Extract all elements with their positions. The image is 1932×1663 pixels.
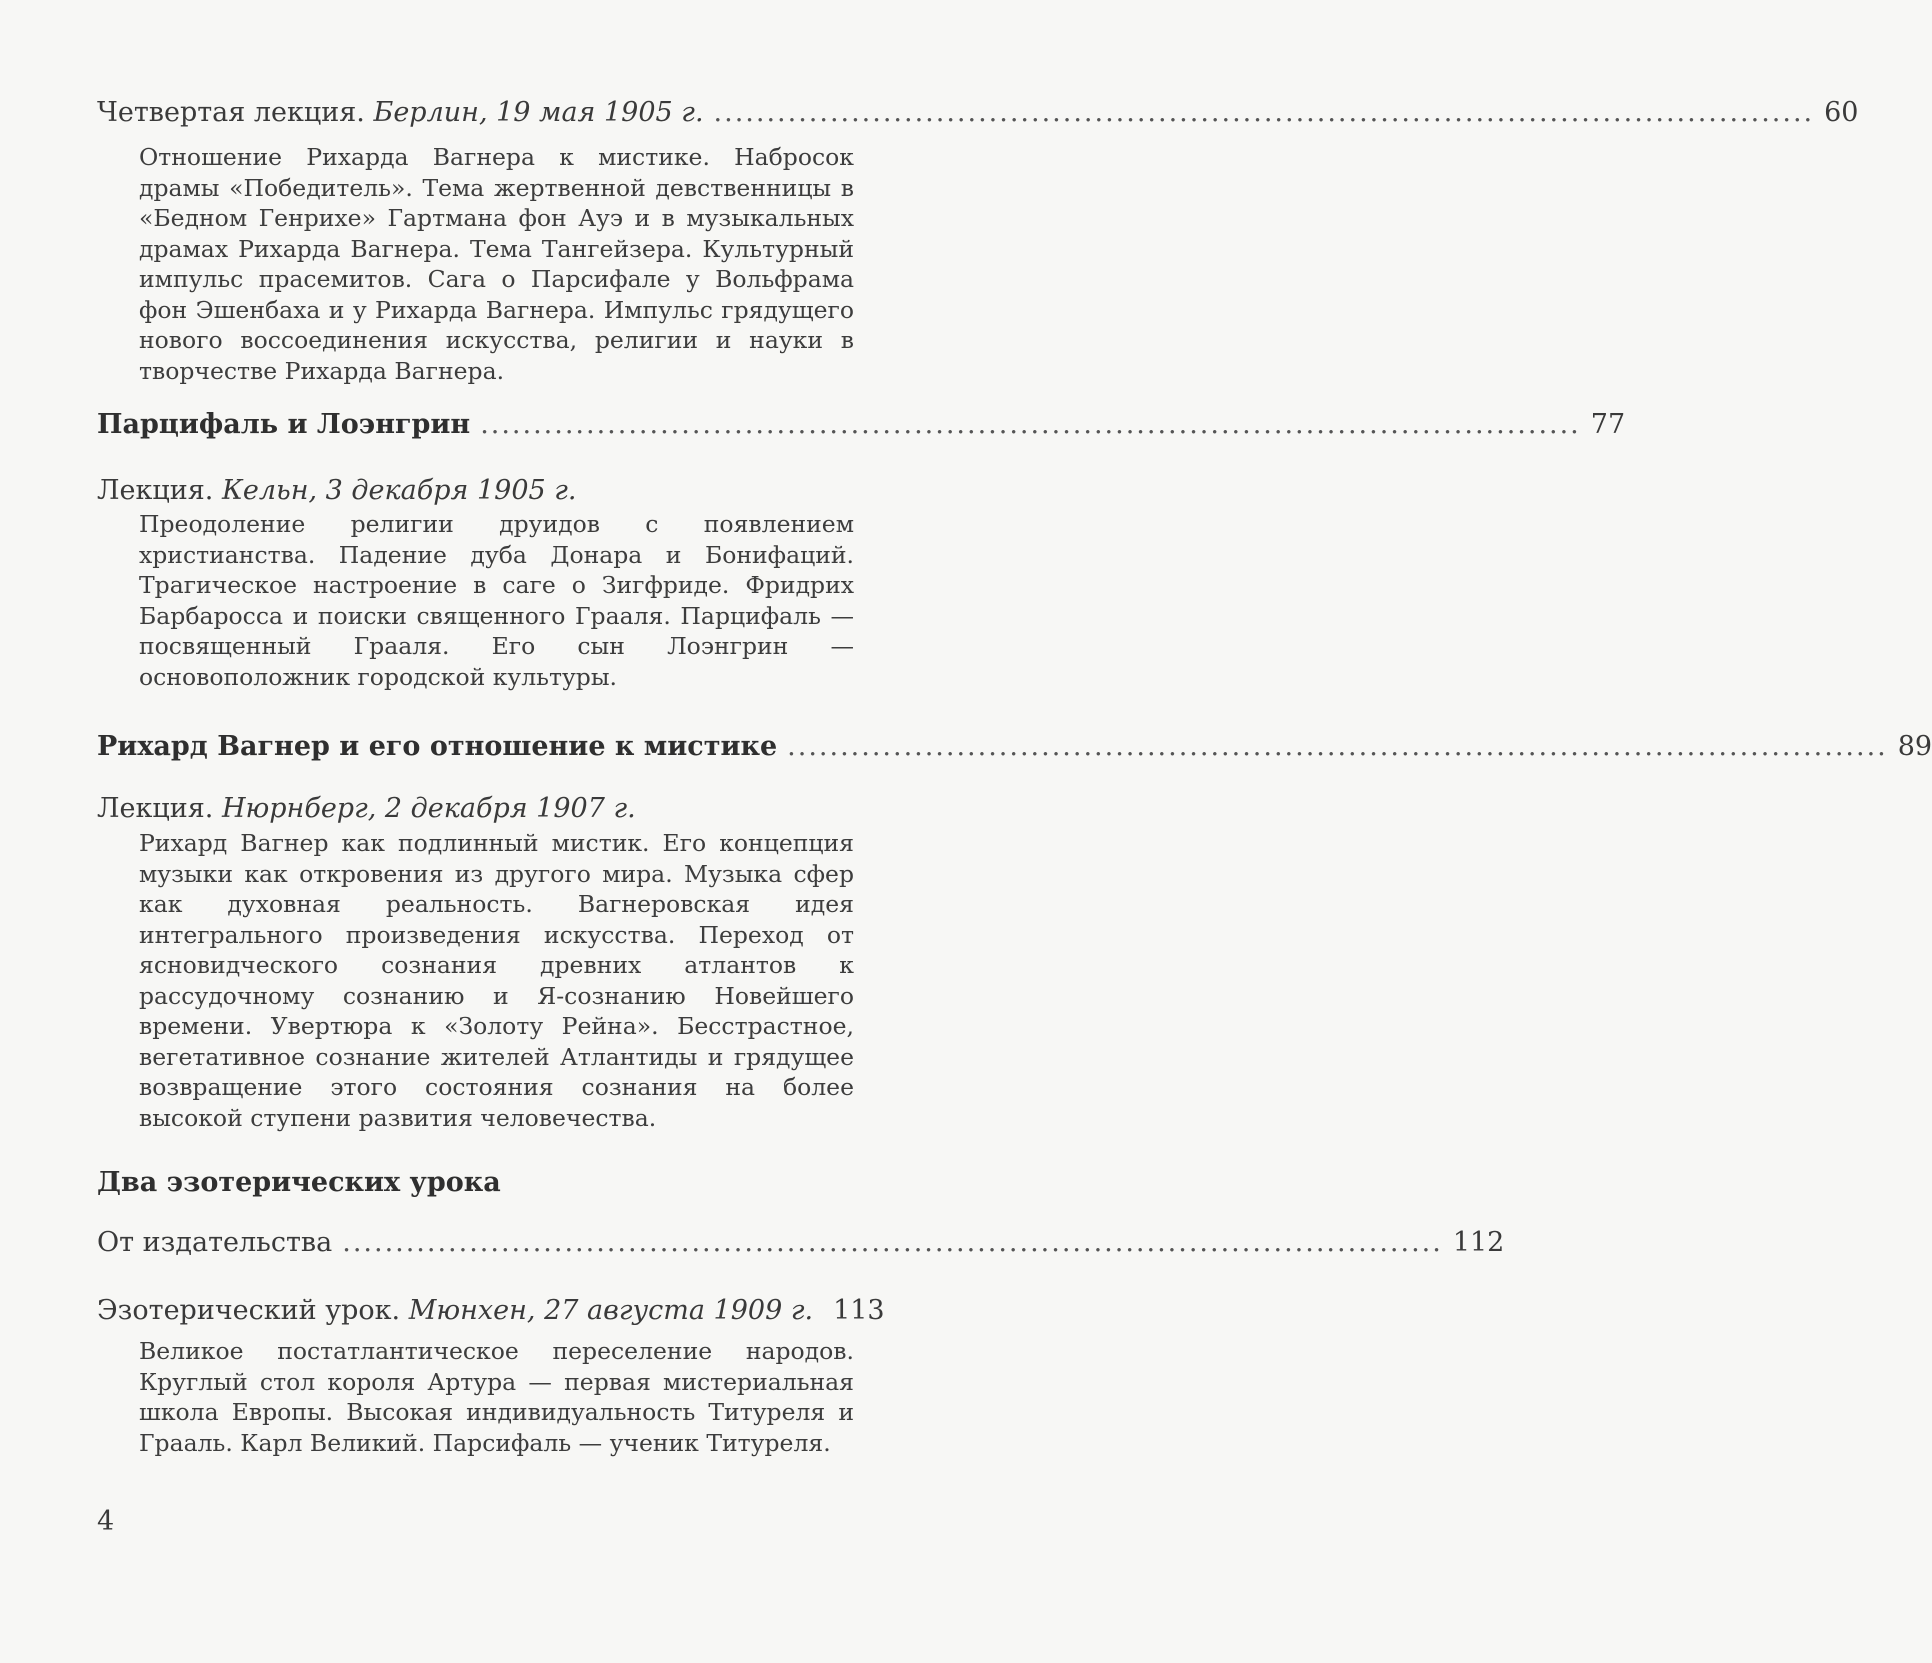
page-number: 60 bbox=[1824, 97, 1859, 128]
toc-entry-publisher[interactable] bbox=[97, 1226, 1505, 1260]
toc-entry-esoteric-lesson[interactable] bbox=[97, 1294, 885, 1328]
section-heading: Два эзотерических урока bbox=[97, 1167, 501, 1198]
entry-place-date: Нюрнберг, 2 декабря 1907 г. bbox=[221, 793, 636, 824]
page-number: 112 bbox=[1452, 1227, 1505, 1258]
entry-description: Великое постатлантическое переселение народов. Круглый стол короля Артура — первая мистериальная школа Европы. Высокая индивидуальность Титуреля и Грааль. Карл Великий. Парсифаль — ученик Титуреля. bbox=[139, 1337, 854, 1457]
dot-leader: ........................................................................................................ bbox=[342, 1227, 1443, 1258]
entry-place-date: Кельн, 3 декабря 1905 г. bbox=[221, 475, 577, 506]
entry-label-line bbox=[97, 474, 577, 508]
toc-entry-wagner-mysticism[interactable] bbox=[97, 730, 1932, 764]
page-number: 113 bbox=[833, 1295, 885, 1326]
entry-description: Преодоление религии друидов с появлением христианства. Падение дуба Донара и Бонифаций. Трагическое настроение в саге о Зигфриде. Фридрих Барбаросса и поиски священного Грааля. Парцифаль — посвященный Грааля. Его сын Лоэнгрин — основоположник городской культуры. bbox=[139, 510, 854, 691]
entry-title: Парцифаль и Лоэнгрин bbox=[97, 409, 471, 440]
entry-label-line bbox=[97, 1294, 813, 1328]
entry-label-line bbox=[97, 792, 636, 826]
toc-entry-parzival[interactable] bbox=[97, 408, 1626, 442]
entry-description: Отношение Рихарда Вагнера к мистике. Набросок драмы «Победитель». Тема жертвенной девственницы в «Бедном Генрихе» Гартмана фон Ауэ и в музыкальных драмах Рихарда Вагнера. Тема Тангейзера. Культурный импульс прасемитов. Сага о Парсифале у Вольфрама фон Эшенбаха и у Рихарда Вагнера. Импульс грядущего нового воссоединения искусства, религии и науки в творчестве Рихарда Вагнера. bbox=[139, 143, 854, 385]
entry-label: Лекция. bbox=[97, 793, 214, 824]
entry-label: Лекция. bbox=[97, 475, 214, 506]
entry-description: Рихард Вагнер как подлинный мистик. Его концепция музыки как откровения из другого мира. Музыка сфер как духовная реальность. Вагнеровская идея интегрального произведения искусства. Переход от ясновидческого сознания древних атлантов к рассудочному сознанию и Я-сознанию Новейшего времени. Увертюра к «Золоту Рейна». Бесстрастное, вегетативное сознание жителей Атлантиды и грядущее возвращение этого состояния сознания на более высокой ступени развития человечества. bbox=[139, 829, 854, 1132]
dot-leader: ........................................................................................................ bbox=[480, 409, 1581, 440]
entry-label-line bbox=[97, 96, 704, 130]
entry-label: Эзотерический урок. bbox=[97, 1295, 401, 1326]
toc-entry-lecture-4[interactable] bbox=[97, 96, 1859, 130]
page-folio: 4 bbox=[97, 1506, 115, 1537]
page-number: 89 bbox=[1897, 731, 1932, 762]
entry-title: От издательства bbox=[97, 1227, 333, 1258]
entry-title: Рихард Вагнер и его отношение к мистике bbox=[97, 731, 778, 762]
dot-leader: ........................................................................................................ bbox=[713, 97, 1815, 128]
page-number: 77 bbox=[1590, 409, 1626, 440]
entry-label: Четвертая лекция. bbox=[97, 97, 365, 128]
entry-place-date: Мюнхен, 27 августа 1909 г. bbox=[408, 1295, 814, 1326]
entry-place-date: Берлин, 19 мая 1905 г. bbox=[373, 97, 704, 128]
dot-leader: ........................................................................................................ bbox=[787, 731, 1888, 762]
